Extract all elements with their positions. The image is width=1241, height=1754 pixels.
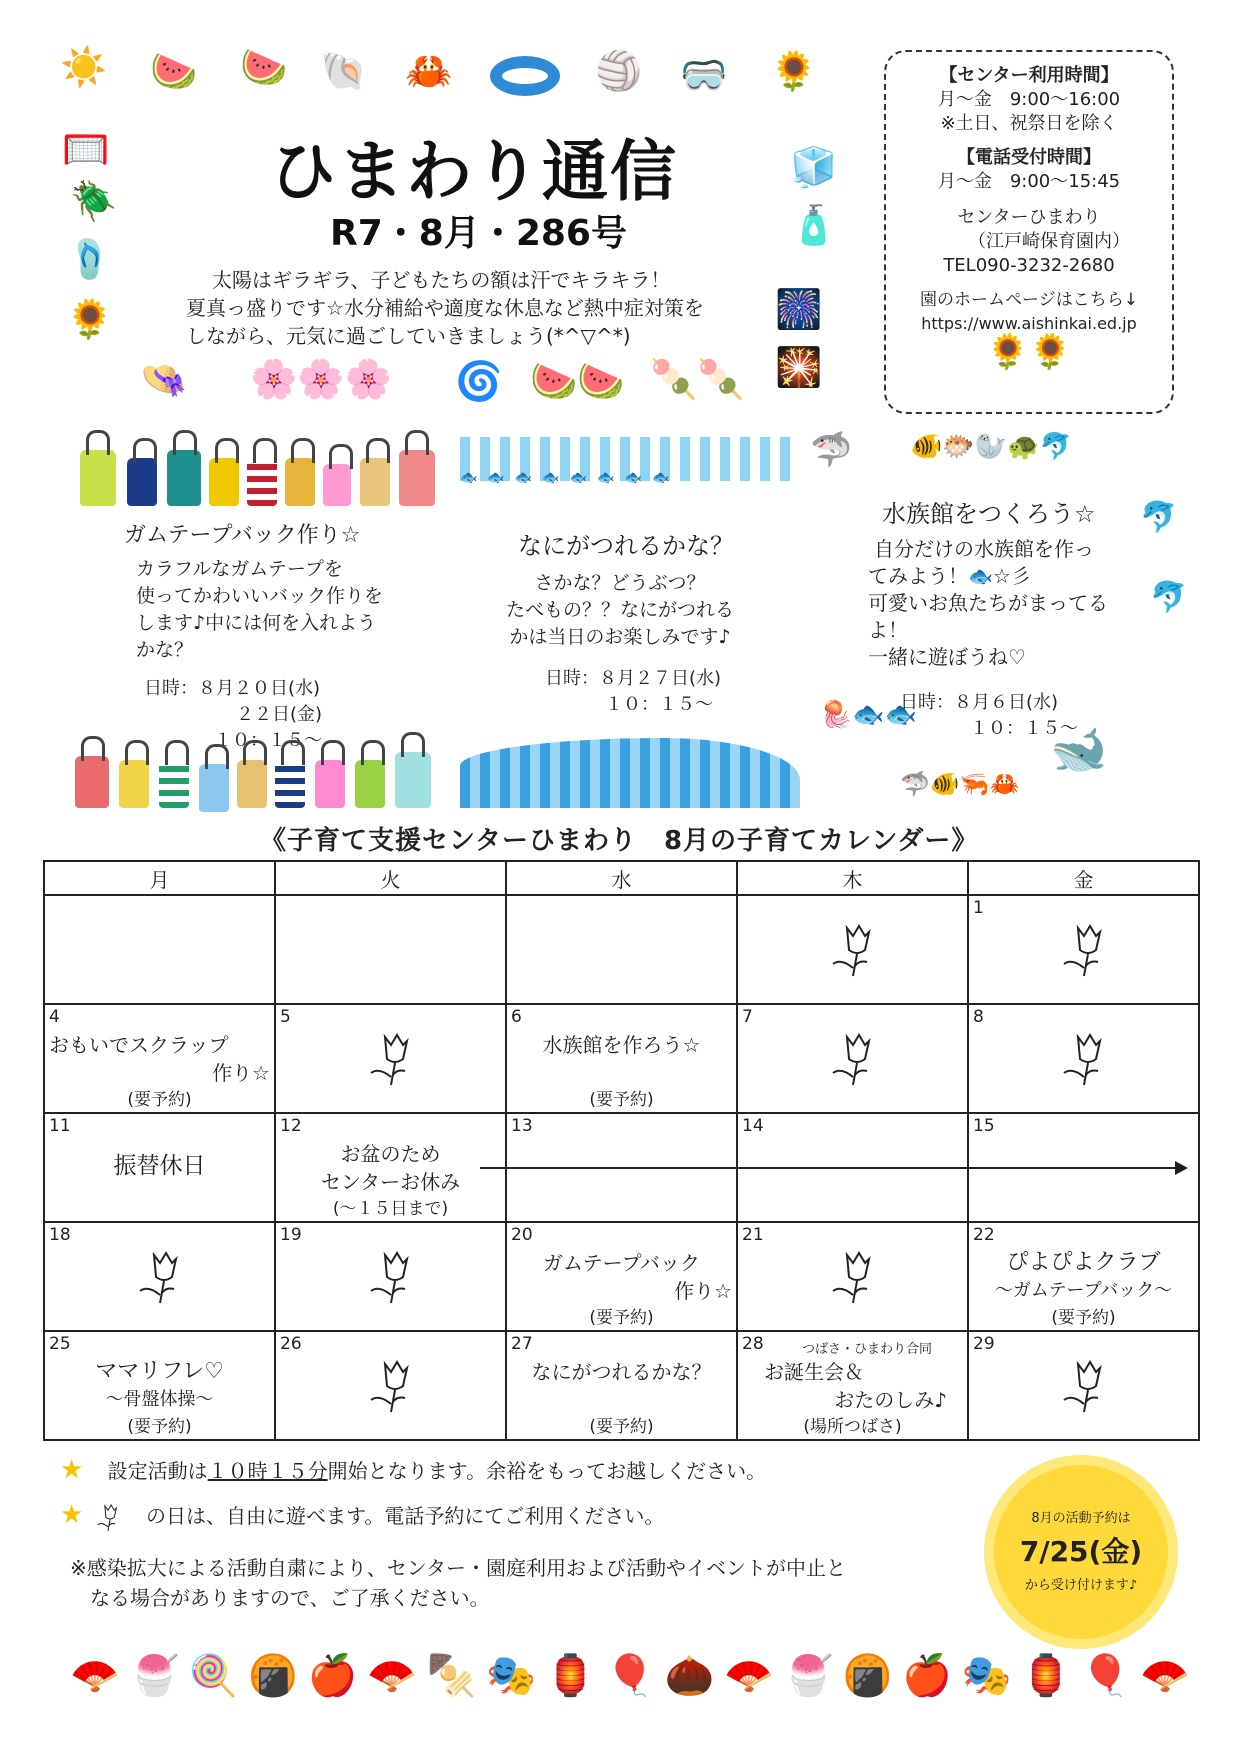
day-cell[interactable] bbox=[737, 1004, 968, 1113]
castanets-icon: 🌰 bbox=[664, 1652, 715, 1699]
event-line: ～骨盤体操～ bbox=[105, 1389, 214, 1410]
issue-number: R7・8月・286号 bbox=[330, 213, 627, 254]
event-fishing: なにがつれるかな？ bbox=[531, 1360, 712, 1384]
bag-icon bbox=[247, 458, 277, 506]
straw-hat-icon: 👒 bbox=[140, 357, 188, 401]
newsletter-title: ひまわり通信 bbox=[270, 133, 678, 210]
watermelon-icon: 🍉 bbox=[240, 45, 288, 89]
time-line: １０：１５～ bbox=[605, 694, 713, 715]
day-cell-empty bbox=[506, 895, 737, 1004]
fish-icons: 🐠🐡🦭🐢🐬 bbox=[910, 432, 1072, 462]
intro-line: 太陽はギラギラ、子どもたちの額は汗でキラキラ！ bbox=[212, 268, 671, 292]
fireworks-icon: 🎆 bbox=[775, 287, 823, 331]
weekday-tue: 火 bbox=[275, 861, 506, 895]
event-line: 作り☆ bbox=[212, 1061, 270, 1085]
sea-creatures-icon: 🪼🐟🐟 bbox=[820, 700, 918, 730]
day-cell[interactable] bbox=[737, 1222, 968, 1331]
closure-arrow bbox=[480, 1158, 1190, 1178]
day-number: 18 bbox=[49, 1225, 71, 1245]
body-line: さかな？どうぶつ？ bbox=[534, 572, 706, 594]
takoyaki-icon: 🍘 bbox=[842, 1652, 893, 1699]
center-tel: TEL090-3232-2680 bbox=[943, 255, 1115, 276]
center-name: センターひまわり bbox=[957, 207, 1101, 228]
bag-icon bbox=[119, 760, 149, 808]
candy-apple-icon: 🍎 bbox=[307, 1652, 358, 1699]
day-number: 1 bbox=[973, 898, 984, 918]
weekday-thu: 木 bbox=[737, 861, 968, 895]
day-number: 28 bbox=[742, 1334, 764, 1354]
swim-ring-icon bbox=[490, 56, 560, 96]
day-cell[interactable] bbox=[737, 1331, 968, 1440]
beach-ball-icon: 🏐 bbox=[595, 49, 643, 93]
day-number: 15 bbox=[973, 1116, 995, 1136]
bag-icon bbox=[360, 458, 390, 506]
bag-icon bbox=[355, 760, 385, 808]
aquarium-activity-body bbox=[868, 536, 1108, 671]
bug-net-icon: 🥅 bbox=[62, 127, 110, 171]
shaved-ice-icon: 🍧 bbox=[129, 1652, 180, 1699]
fish-activity-title: なにがつれるかな？ bbox=[518, 532, 734, 560]
body-line: てみよう！🐟☆彡 bbox=[868, 564, 1031, 588]
bag-icon bbox=[159, 760, 189, 808]
shell-icon: 🐚 bbox=[320, 49, 368, 93]
bag-icon bbox=[167, 450, 201, 506]
badge-bottom-text: から受け付けます♪ bbox=[1024, 1578, 1138, 1593]
event-line: お盆のため bbox=[340, 1142, 441, 1166]
hours-note: ※土日、祝祭日を除く bbox=[940, 113, 1118, 134]
day-cell[interactable] bbox=[506, 1222, 737, 1331]
body-line: かは当日のお楽しみです♪ bbox=[509, 626, 731, 648]
body-line: 自分だけの水族館を作っ bbox=[874, 537, 1094, 561]
aquarium-activity-date bbox=[900, 690, 1078, 742]
body-line: 一緒に遊ぼうね♡ bbox=[868, 645, 1026, 669]
event-aquarium: 水族館を作ろう☆ bbox=[542, 1033, 701, 1057]
event-line: ～ガムテープバック～ bbox=[994, 1280, 1173, 1301]
calendar-table bbox=[43, 860, 1200, 1441]
fireworks-icon-2: 🎇 bbox=[775, 345, 823, 389]
shaved-ice-icon: 🍧 bbox=[783, 1652, 834, 1699]
sandals-icon: 🩴 bbox=[66, 237, 114, 281]
date-line: 日時：８月２７日(水) bbox=[545, 668, 722, 689]
backpack-icon bbox=[80, 450, 116, 506]
event-substitute-holiday: 振替休日 bbox=[113, 1153, 206, 1179]
note-cancellation bbox=[70, 1553, 846, 1613]
note-text: の日は、自由に遊べます。電話予約にてご利用ください。 bbox=[146, 1504, 665, 1528]
intro-text bbox=[186, 266, 746, 350]
sun-icon: ☀️ bbox=[60, 45, 108, 89]
tulip-icon bbox=[1060, 924, 1108, 978]
mask-icon: 🎭 bbox=[961, 1652, 1012, 1699]
day-number: 11 bbox=[49, 1116, 71, 1136]
lantern-icon: 🏮 bbox=[1021, 1652, 1072, 1699]
small-fish-icons: 🐟🐟🐟🐟🐟🐟🐟🐟 bbox=[460, 470, 680, 486]
body-line: カラフルなガムテープを bbox=[136, 558, 343, 580]
fish-activity-date bbox=[545, 666, 721, 718]
fan-icon: 🪭 bbox=[723, 1652, 774, 1699]
weekday-wed: 水 bbox=[506, 861, 737, 895]
event-line: ぴよぴよクラブ bbox=[1006, 1250, 1161, 1275]
phone-heading: 【電話受付時間】 bbox=[957, 147, 1101, 168]
event-mama-refre bbox=[45, 1358, 274, 1414]
tulip-icon bbox=[136, 1251, 184, 1305]
bag-icon bbox=[323, 464, 351, 506]
day-cell[interactable] bbox=[968, 1004, 1199, 1113]
tulip-icon bbox=[367, 1251, 415, 1305]
day-number: 25 bbox=[49, 1334, 71, 1354]
reservation-required: (要予約) bbox=[589, 1308, 654, 1328]
weekday-fri: 金 bbox=[968, 861, 1199, 895]
goggles-icon: 🥽 bbox=[680, 53, 728, 97]
event-scrapbook bbox=[45, 1031, 274, 1087]
dolphin-icon: 🐬 bbox=[1140, 500, 1178, 535]
center-subtitle: （江戸崎保育園内） bbox=[968, 231, 1130, 252]
reservation-required: (要予約) bbox=[589, 1417, 654, 1437]
date-line: ２２日(金) bbox=[236, 704, 323, 725]
morning-glory-icon: 🌸🌸🌸 bbox=[250, 357, 392, 401]
intro-line: しながら、元気に過ごしていきましょう(*^▽^*) bbox=[186, 324, 631, 348]
bag-illustrations-bottom bbox=[75, 730, 445, 810]
day-cell[interactable] bbox=[44, 1004, 275, 1113]
backpack-icon bbox=[395, 752, 431, 808]
day-number: 13 bbox=[511, 1116, 533, 1136]
cotton-candy-icon: 🍭 bbox=[188, 1652, 239, 1699]
reservation-required: (要予約) bbox=[127, 1090, 192, 1110]
water-balloon-icon: 🎈 bbox=[1080, 1652, 1131, 1699]
hours-weekday: 月～金 9:00～16:00 bbox=[937, 89, 1121, 110]
day-number: 22 bbox=[973, 1225, 995, 1245]
badge-date: 7/25(金) bbox=[1019, 1535, 1143, 1568]
day-number: 5 bbox=[280, 1007, 291, 1027]
weekday-header-row bbox=[44, 861, 1199, 895]
tulip-icon bbox=[367, 1360, 415, 1414]
bag-icon bbox=[209, 458, 239, 506]
backpack-icon bbox=[399, 450, 435, 506]
day-cell-empty bbox=[275, 895, 506, 1004]
body-line: します♪中には何を入れよう bbox=[136, 612, 377, 634]
closed-until-note: (～１５日まで) bbox=[332, 1199, 449, 1219]
weekday-mon: 月 bbox=[44, 861, 275, 895]
body-line: 可愛いお魚たちがまってる bbox=[868, 591, 1108, 615]
body-line: 使ってかわいいバック作りを bbox=[136, 585, 384, 607]
tulip-icon bbox=[367, 1033, 415, 1087]
tulip-icon bbox=[1060, 1360, 1108, 1414]
day-cell-empty bbox=[737, 895, 968, 1004]
day-cell[interactable] bbox=[44, 1222, 275, 1331]
watermelon-slice-icon: 🍉 bbox=[150, 49, 198, 93]
info-box bbox=[884, 50, 1174, 414]
time-line: １０：１５～ bbox=[214, 730, 322, 751]
date-line: 日時：８月６日(水) bbox=[900, 692, 1059, 713]
week-row bbox=[44, 895, 1199, 1004]
sunflower-icon: 🌻 bbox=[770, 49, 818, 93]
day-number: 4 bbox=[49, 1007, 60, 1027]
day-cell[interactable] bbox=[275, 1222, 506, 1331]
reservation-required: (要予約) bbox=[127, 1417, 192, 1437]
skewer-icon: 🍢 bbox=[426, 1652, 477, 1699]
tulip-icon bbox=[829, 924, 877, 978]
bag-icon bbox=[75, 756, 109, 808]
ramune-icon: 🧴 bbox=[790, 203, 838, 247]
day-number: 29 bbox=[973, 1334, 995, 1354]
joint-event-tag: つばさ・ひまわり合同 bbox=[802, 1342, 933, 1357]
day-cell[interactable] bbox=[275, 1113, 506, 1222]
seabed-icons: 🦈🐠🦐🦀 bbox=[900, 770, 1020, 798]
popsicle-pack-icon: 🧊 bbox=[790, 145, 838, 189]
event-obon-closed bbox=[276, 1140, 505, 1196]
whale-shark-icon: 🦈 bbox=[810, 430, 853, 470]
fan-icon: 🪭 bbox=[367, 1652, 418, 1699]
week-row bbox=[44, 1222, 1199, 1331]
wave-illustration bbox=[460, 738, 800, 808]
ice-pops-icon: 🍡🍡 bbox=[650, 357, 745, 401]
bag-icon bbox=[285, 458, 315, 506]
body-line: かな？ bbox=[136, 639, 194, 661]
event-tape-bag bbox=[507, 1249, 736, 1305]
cicada-icon: 🪲 bbox=[70, 179, 118, 223]
tulip-icon bbox=[829, 1251, 877, 1305]
fish-activity-body bbox=[490, 570, 750, 651]
star-icon: ★ bbox=[60, 1500, 84, 1530]
event-line: ガムテープバック bbox=[543, 1251, 700, 1275]
fan-icon: 🪭 bbox=[70, 1652, 120, 1699]
day-cell[interactable] bbox=[968, 895, 1199, 1004]
week-row bbox=[44, 1004, 1199, 1113]
reservation-required: (要予約) bbox=[589, 1090, 654, 1110]
bag-icon bbox=[275, 760, 305, 808]
bag-activity-title: ガムテープバック作り☆ bbox=[124, 523, 361, 548]
day-number: 19 bbox=[280, 1225, 302, 1245]
note-free-play bbox=[60, 1500, 664, 1532]
watermelon-slices-icon: 🍉🍉 bbox=[530, 359, 625, 403]
mosquito-coil-icon: 🌀 bbox=[455, 359, 503, 403]
note-start-time bbox=[60, 1455, 766, 1486]
date-line: 日時：８月２０日(水) bbox=[144, 678, 321, 699]
day-cell[interactable] bbox=[506, 1004, 737, 1113]
day-number: 7 bbox=[742, 1007, 753, 1027]
dolphin-icon-2: 🐬 bbox=[1150, 580, 1188, 615]
note-line: なる場合がありますので、ご了承ください。 bbox=[90, 1586, 490, 1610]
day-cell[interactable] bbox=[275, 1004, 506, 1113]
event-line: ママリフレ♡ bbox=[95, 1359, 224, 1384]
lantern-icon: 🏮 bbox=[545, 1652, 596, 1699]
crab-icon: 🦀 bbox=[405, 49, 453, 93]
phone-hours: 月～金 9:00～15:45 bbox=[937, 171, 1121, 192]
note-time-emphasis: １０時１５分 bbox=[207, 1459, 328, 1483]
body-line: よ！ bbox=[868, 618, 908, 642]
reservation-badge bbox=[994, 1465, 1168, 1639]
day-cell[interactable] bbox=[968, 1331, 1199, 1440]
mask-icon: 🎭 bbox=[486, 1652, 536, 1699]
note-text: 開始となります。余裕をもってお越しください。 bbox=[327, 1459, 767, 1483]
event-piyopiyo-club bbox=[969, 1249, 1198, 1305]
bag-icon bbox=[127, 458, 157, 506]
day-cell[interactable] bbox=[506, 1331, 737, 1440]
day-number: 6 bbox=[511, 1007, 522, 1027]
fan-icon: 🪭 bbox=[1140, 1652, 1190, 1699]
event-line: 作り☆ bbox=[674, 1279, 732, 1303]
bag-icon bbox=[199, 764, 229, 812]
day-number: 26 bbox=[280, 1334, 302, 1354]
event-place: (場所つばさ) bbox=[803, 1417, 902, 1437]
day-number: 27 bbox=[511, 1334, 533, 1354]
homepage-label: 園のホームページはこちら↓ bbox=[920, 290, 1138, 310]
day-cell[interactable] bbox=[44, 1331, 275, 1440]
note-line: ※感染拡大による活動自粛により、センター・園庭利用および活動やイベントが中止と bbox=[70, 1556, 846, 1580]
day-number: 12 bbox=[280, 1116, 302, 1136]
star-icon: ★ bbox=[60, 1455, 84, 1485]
day-cell-empty bbox=[44, 895, 275, 1004]
bag-icon bbox=[315, 760, 345, 808]
day-number: 20 bbox=[511, 1225, 533, 1245]
day-number: 21 bbox=[742, 1225, 764, 1245]
time-line: １０：１５～ bbox=[970, 718, 1078, 739]
candy-apple-icon: 🍎 bbox=[902, 1652, 953, 1699]
note-text: 設定活動は bbox=[107, 1459, 208, 1483]
tulip-icon bbox=[90, 1504, 126, 1532]
bag-icon bbox=[237, 760, 267, 808]
event-line: おもいでスクラップ bbox=[49, 1033, 229, 1057]
intro-line: 夏真っ盛りです☆水分補給や適度な休息など熱中症対策を bbox=[186, 296, 704, 320]
day-cell[interactable] bbox=[968, 1222, 1199, 1331]
tulip-icon bbox=[829, 1033, 877, 1087]
reservation-required: (要予約) bbox=[1051, 1308, 1116, 1328]
sunflower-characters-icon: 🌻🌻 bbox=[986, 332, 1072, 372]
badge-top-text: 8月の活動予約は bbox=[1031, 1511, 1131, 1526]
week-row bbox=[44, 1331, 1199, 1440]
hours-heading: 【センター利用時間】 bbox=[939, 65, 1119, 86]
body-line: たべもの？？なにがつれる bbox=[505, 599, 734, 621]
day-number: 8 bbox=[973, 1007, 984, 1027]
event-line: おたのしみ♪ bbox=[834, 1388, 947, 1412]
aquarium-activity-title: 水族館をつくろう☆ bbox=[882, 500, 1096, 528]
event-line: お誕生会＆ bbox=[764, 1360, 864, 1384]
event-birthday-party bbox=[738, 1358, 967, 1414]
water-balloon-icon: 🎈 bbox=[605, 1652, 655, 1699]
homepage-url[interactable]: https://www.aishinkai.ed.jp bbox=[921, 314, 1137, 333]
tulip-icon bbox=[1060, 1033, 1108, 1087]
sunflower-icon-left: 🌻 bbox=[66, 297, 114, 341]
takoyaki-icon: 🍘 bbox=[248, 1652, 299, 1699]
festival-border bbox=[70, 1640, 1190, 1710]
day-number: 14 bbox=[742, 1116, 764, 1136]
calendar-title: 《子育て支援センターひまわり 8月の子育てカレンダー》 bbox=[260, 826, 979, 856]
bag-activity-body bbox=[136, 556, 383, 664]
day-cell[interactable] bbox=[44, 1113, 275, 1222]
event-line: センターお休み bbox=[320, 1170, 461, 1194]
whale-icon: 🐋 bbox=[1050, 722, 1108, 776]
day-cell[interactable] bbox=[275, 1331, 506, 1440]
bag-illustrations-top bbox=[75, 420, 445, 510]
